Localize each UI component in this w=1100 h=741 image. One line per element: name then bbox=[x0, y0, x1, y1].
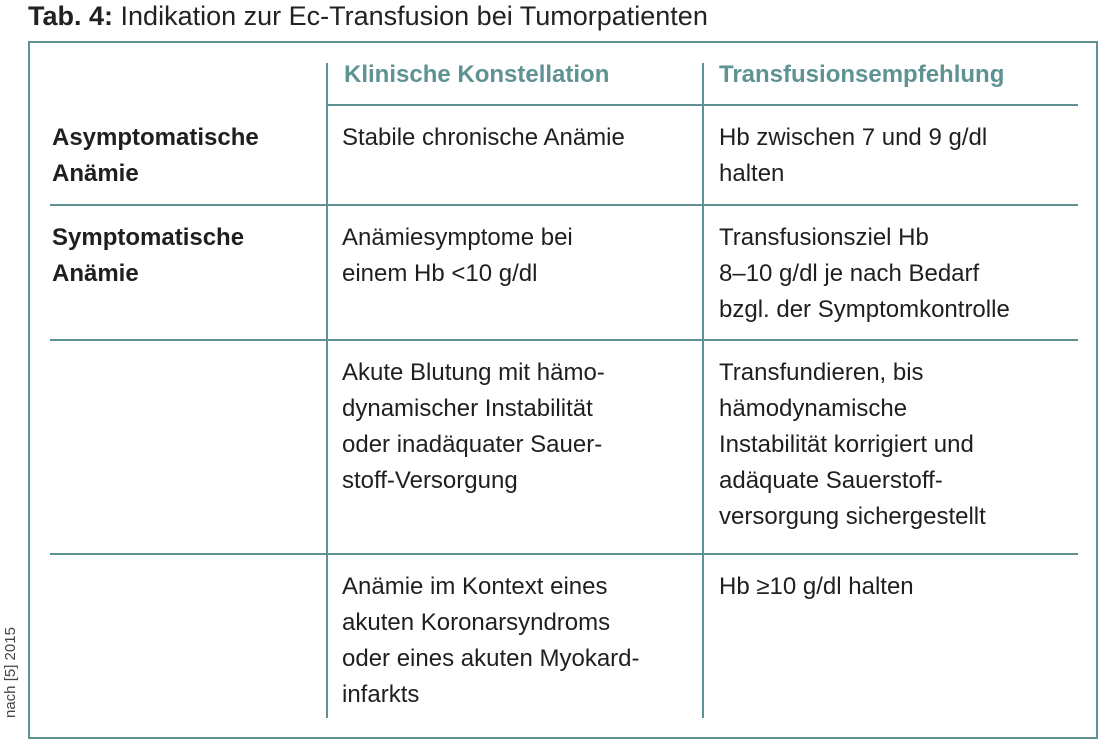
row-divider-3 bbox=[50, 553, 1078, 555]
row-label-2-line-2: Anämie bbox=[52, 260, 139, 287]
row-4-constellation-line-3: oder eines akuten Myokard- bbox=[342, 645, 640, 672]
row-3-recommendation bbox=[719, 355, 986, 535]
row-label-2-line-1: Symptomatische bbox=[52, 224, 245, 251]
row-2-constellation-line-1: Anämiesymptome bei bbox=[342, 224, 573, 251]
row-3-constellation bbox=[342, 355, 605, 499]
row-4-constellation-line-1: Anämie im Kontext eines bbox=[342, 573, 608, 600]
row-3-constellation-line-3: oder inadäquater Sauer- bbox=[342, 431, 603, 458]
row-divider-1 bbox=[50, 204, 1078, 206]
row-divider-header bbox=[326, 104, 1078, 106]
row-1-recommendation bbox=[719, 120, 987, 192]
row-4-recommendation bbox=[719, 569, 914, 605]
row-3-constellation-line-1: Akute Blutung mit hämo- bbox=[342, 359, 605, 386]
table-title-label: Tab. 4: bbox=[28, 1, 114, 31]
column-divider-2 bbox=[702, 63, 704, 718]
row-label-1-line-1: Asymptomatische bbox=[52, 124, 259, 151]
row-2-constellation bbox=[342, 220, 573, 292]
row-3-recommendation-line-5: versorgung sichergestellt bbox=[719, 503, 986, 530]
row-2-recommendation-line-2: 8–10 g/dl je nach Bedarf bbox=[719, 260, 980, 287]
table-title-text: Indikation zur Ec-Transfusion bei Tumorpatienten bbox=[120, 1, 708, 31]
row-label-2 bbox=[52, 220, 244, 292]
row-3-recommendation-line-1: Transfundieren, bis bbox=[719, 359, 924, 386]
row-4-constellation-line-2: akuten Koronarsyndroms bbox=[342, 609, 611, 636]
source-note: nach [5] 2015 bbox=[2, 627, 19, 718]
row-2-recommendation-line-3: bzgl. der Symptomkontrolle bbox=[719, 296, 1010, 323]
row-4-constellation bbox=[342, 569, 640, 713]
header-constellation: Klinische Konstellation bbox=[344, 61, 610, 88]
row-divider-2 bbox=[50, 339, 1078, 341]
row-3-recommendation-line-2: hämodynamische bbox=[719, 395, 908, 422]
row-2-recommendation-line-1: Transfusionsziel Hb bbox=[719, 224, 929, 251]
row-2-recommendation bbox=[719, 220, 1010, 328]
row-4-recommendation-line-1: Hb ≥10 g/dl halten bbox=[719, 573, 914, 600]
table-grid bbox=[30, 43, 1096, 737]
row-3-constellation-line-4: stoff-Versorgung bbox=[342, 467, 518, 494]
table-frame bbox=[28, 41, 1098, 739]
column-divider-1 bbox=[326, 63, 328, 718]
row-label-1-line-2: Anämie bbox=[52, 160, 139, 187]
row-1-recommendation-line-2: halten bbox=[719, 160, 785, 187]
row-1-constellation-line-1: Stabile chronische Anämie bbox=[342, 124, 625, 151]
table-title bbox=[28, 0, 708, 32]
row-4-constellation-line-4: infarkts bbox=[342, 681, 420, 708]
row-3-recommendation-line-3: Instabilität korrigiert und bbox=[719, 431, 974, 458]
row-1-recommendation-line-1: Hb zwischen 7 und 9 g/dl bbox=[719, 124, 988, 151]
row-1-constellation bbox=[342, 120, 625, 156]
row-label-1 bbox=[52, 120, 259, 192]
row-2-constellation-line-2: einem Hb <10 g/dl bbox=[342, 260, 538, 287]
row-3-constellation-line-2: dynamischer Instabilität bbox=[342, 395, 593, 422]
row-3-recommendation-line-4: adäquate Sauerstoff- bbox=[719, 467, 943, 494]
header-recommendation: Transfusionsempfehlung bbox=[719, 61, 1005, 88]
